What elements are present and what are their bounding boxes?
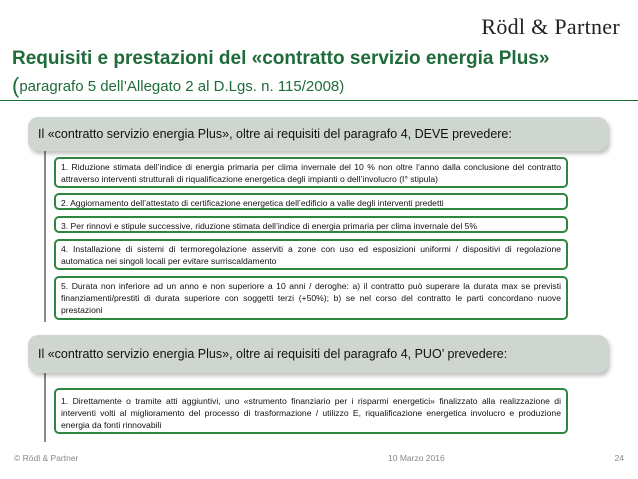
section1-item-1-text: 1. Riduzione stimata dell’indice di energia primaria per clima invernale del 10 % non oltre l’anno dalla conclusione del contratto attraverso interventi strutturali di riqualificazione energetica degli impianti o dell’involucro (I° stipula) <box>61 162 561 184</box>
section2-item-1-text: 1. Direttamente o tramite atti aggiuntivi, uno «strumento finanziario per i risparmi energetici» finalizzato alla realizzazione di interventi volti al miglioramento del processo di trasformazione / utilizzo E, riqualificazione energetica involucro e produzione energia da fonti rinnovabili <box>61 396 561 430</box>
title-divider <box>0 100 638 101</box>
section1-item-3-text: 3. Per rinnovi e stipule successive, riduzione stimata dell’indice di energia primaria per clima invernale del 5% <box>61 221 478 231</box>
footer-copyright: © Rödl & Partner <box>14 453 79 463</box>
section2-item-1 <box>54 388 568 434</box>
section1-banner-text: Il «contratto servizio energia Plus», oltre ai requisiti del paragrafo 4, DEVE prevedere: <box>38 127 512 141</box>
section1-item-2-text: 2. Aggiornamento dell’attestato di certificazione energetica dell’edificio a valle degli interventi predetti <box>61 198 444 208</box>
section1-item-5 <box>54 276 568 320</box>
subtitle-paren: ( <box>12 73 20 98</box>
section1-item-4 <box>54 239 568 270</box>
section1-item-3 <box>54 216 568 233</box>
section1-connector-line <box>44 150 46 322</box>
section1-item-4-text: 4. Installazione di sistemi di termoregolazione asserviti a zone con uso ed esposizioni uniformi / dispositivi di regolazione automatica nei singoli locali per evitare surriscaldamento <box>61 244 561 266</box>
subtitle-text: paragrafo 5 dell’Allegato 2 al D.Lgs. n. 115/2008) <box>19 78 345 95</box>
section2-banner <box>28 335 608 373</box>
slide-subtitle <box>12 73 344 99</box>
section1-item-2 <box>54 193 568 210</box>
section1-item-5-text: 5. Durata non inferiore ad un anno e non superiore a 10 anni / deroghe: a) il contratto può superare la durata max se previsti finanziamenti/prestiti di durata superiore con soggetti terzi (+50%); b) se nel corso del contratto le parti concordano nuove prestazioni <box>61 281 561 315</box>
slide-title: Requisiti e prestazioni del «contratto servizio energia Plus» <box>12 48 550 69</box>
company-logo: Rödl & Partner <box>481 14 620 39</box>
section2-banner-text: Il «contratto servizio energia Plus», oltre ai requisiti del paragrafo 4, PUO’ prevedere: <box>38 347 508 361</box>
footer-date: 10 Marzo 2016 <box>388 453 445 463</box>
section1-banner <box>28 117 608 151</box>
section2-connector-line <box>44 372 46 442</box>
section1-item-1 <box>54 157 568 188</box>
footer-page-number: 24 <box>614 453 624 463</box>
